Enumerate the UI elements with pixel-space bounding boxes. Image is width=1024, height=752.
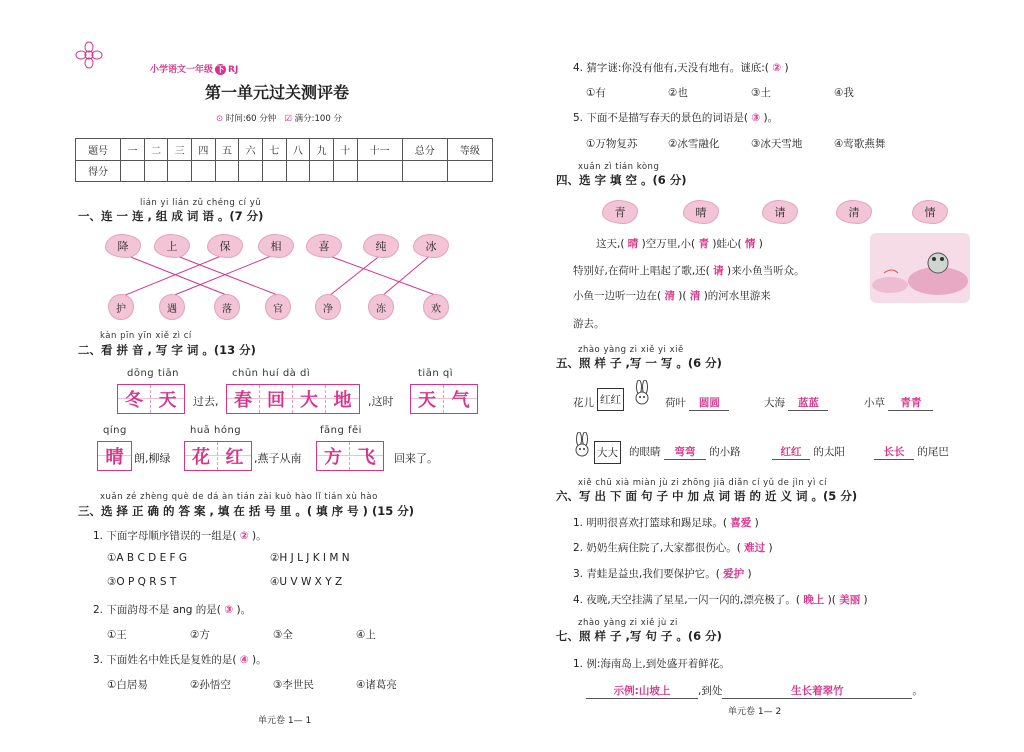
score-header-cell: 五 [215, 139, 239, 161]
s1-pinyin: lián yi lián zǔ chéng cí yǔ [140, 198, 262, 208]
s1-top-char: 相 [258, 234, 294, 258]
s4-choice-char: 晴 [683, 200, 719, 224]
s5-a-label: 花儿 [573, 397, 594, 409]
header-subject: 小学语文一年级 下 RJ [150, 65, 239, 75]
s2-char-cell: 飞 [350, 442, 383, 470]
s2-pinyin-4: qíng [103, 425, 127, 436]
s2-pinyin-3: tiān qì [418, 368, 453, 379]
score-header-cell: 二 [144, 139, 168, 161]
s4-choice-char: 青 [602, 200, 638, 224]
footer-right: 单元卷 1— 2 [728, 707, 782, 717]
s3-q3-opt2: ②孙悟空 [190, 679, 231, 691]
s3-q2-opt4: ④上 [356, 629, 376, 641]
s1-bottom-char: 冻 [368, 294, 394, 320]
s5-e: 的眼睛 弯弯 的小路 [629, 446, 741, 458]
s4-line-2: 特别好,在荷叶上唱起了歌,还( 请 )来小鱼当听众。 [573, 265, 805, 277]
s1-top-char: 冰 [413, 234, 449, 258]
s2-text-2: ,这时 [368, 395, 394, 408]
r3-q5-opt1: ①万物复苏 [586, 138, 638, 150]
s1-connect-lines [0, 0, 500, 330]
s3-pinyin: xuǎn zé zhèng què de dá àn tián zài kuò hào lǐ tián xù hào [100, 492, 378, 502]
s6-q1: 1. 明明很喜欢打篮球和踢足球。( 喜爱 ) [573, 517, 759, 529]
s1-bottom-char: 护 [108, 294, 134, 320]
s2-char-cell: 气 [444, 385, 477, 413]
s7-pinyin: zhào yàng zi xiě jù zi [578, 618, 678, 628]
s1-top-char: 保 [207, 234, 243, 258]
s2-box-6 [316, 441, 384, 471]
score-header-cell: 十一 [357, 139, 402, 161]
s1-top-char: 喜 [306, 234, 342, 258]
s1-bottom-char: 落 [214, 294, 240, 320]
s2-pinyin-5: huā hóng [190, 425, 242, 436]
s2-char-cell: 方 [317, 442, 350, 470]
s2-pinyin: kàn pīn yīn xiě zì cí [100, 331, 192, 341]
r3-q5-opt3: ③冰天雪地 [751, 138, 803, 150]
r3-q5-opt2: ②冰雪融化 [668, 138, 720, 150]
r3-q4: 4. 猜字谜:你没有他有,天没有地有。谜底:( ② ) [573, 62, 789, 74]
s3-q3-opt3: ③李世民 [273, 679, 314, 691]
r3-q5-opt4: ④莺歌燕舞 [834, 138, 886, 150]
s2-text-3: 朗,柳绿 [134, 452, 171, 465]
s5-f: 红红 的太阳 [772, 444, 845, 460]
s4-choice-char: 清 [836, 200, 872, 224]
s2-char-cell: 花 [185, 442, 218, 470]
frog-pond-illustration [870, 233, 970, 303]
s3-q2-opt2: ②方 [190, 629, 210, 641]
s4-choice-char: 情 [912, 200, 948, 224]
s2-pinyin-2: chūn huí dà dì [232, 368, 311, 379]
s3-q2-opt1: ①王 [107, 629, 127, 641]
s2-text-1: 过去, [193, 395, 219, 408]
s3-q1: 1. 下面字母顺序错误的一组是( ② )。 [93, 530, 267, 542]
s2-box-2 [226, 384, 360, 414]
s4-pinyin: xuǎn zì tián kòng [578, 162, 660, 172]
s2-box-3 [410, 384, 478, 414]
s1-top-char: 纯 [363, 234, 399, 258]
s3-q1-opt2: ②H J L J K I M N [270, 552, 350, 564]
s5-g: 长长 的尾巴 [874, 444, 949, 460]
score-header-cell: 七 [262, 139, 286, 161]
score-header-cell: 等级 [447, 139, 492, 161]
s3-q2-opt3: ③全 [273, 629, 293, 641]
s2-char-cell: 地 [326, 385, 359, 413]
s7-q1: 1. 例:海南岛上,到处盛开着鲜花。 [573, 658, 730, 670]
exam-meta: ⊙ 时间:60 分钟 ☑ 满分:100 分 [216, 114, 342, 124]
score-header-cell: 九 [310, 139, 334, 161]
s6-q3: 3. 青蛙是益虫,我们要保护它。( 爱护 ) [573, 568, 752, 580]
s2-title: 二、看 拼 音 , 写 字 词 。(13 分) [78, 343, 256, 357]
score-header-cell: 总分 [402, 139, 447, 161]
score-header-cell: 六 [239, 139, 263, 161]
s3-q3-opt1: ①白居易 [107, 679, 148, 691]
s1-bottom-char: 净 [315, 294, 341, 320]
s5-c: 大海 蓝蓝 [764, 395, 828, 411]
r3-q4-opt3: ③土 [751, 87, 771, 99]
s4-line-4: 游去。 [573, 318, 605, 330]
s1-top-char: 降 [105, 234, 141, 258]
s3-q3: 3. 下面姓名中姓氏是复姓的是( ④ )。 [93, 654, 267, 666]
s2-box-1 [117, 384, 185, 414]
s6-q4: 4. 夜晚,天空挂满了星星,一闪一闪的,漂亮极了。( 晚上 )( 美丽 ) [573, 594, 868, 606]
s6-title: 六、写 出 下 面 句 子 中 加 点 词 语 的 近 义 词 。(5 分) [556, 489, 858, 503]
s7-title: 七、照 样 子 ,写 句 子 。(6 分) [556, 629, 722, 643]
score-header-cell: 三 [168, 139, 192, 161]
score-header-cell: 题号 [76, 139, 121, 161]
s2-text-5: 回来了。 [394, 452, 438, 465]
s2-box-4 [97, 441, 132, 471]
s3-q1-opt1: ①A B C D E F G [107, 552, 188, 564]
s6-pinyin: xiě chū xià miàn jù zi zhōng jiā diǎn cí yǔ de jìn yì cí [578, 478, 828, 488]
score-header-cell: 四 [192, 139, 216, 161]
s2-pinyin-1: dōng tiān [127, 368, 179, 379]
r3-q4-opt1: ①有 [586, 87, 606, 99]
s5-d: 小草 青青 [864, 395, 933, 411]
s2-text-4: ,燕子从南 [254, 452, 302, 465]
s1-bottom-char: 欢 [423, 294, 449, 320]
s2-char-cell: 天 [411, 385, 444, 413]
rabbit-icon [632, 380, 652, 410]
s3-q1-opt4: ④U V W X Y Z [270, 576, 343, 588]
s2-char-cell: 天 [151, 385, 184, 413]
s2-box-5 [184, 441, 252, 471]
s4-line-3: 小鱼一边听一边在( 清 )( 清 )的河水里游来 [573, 290, 771, 302]
footer-left: 单元卷 1— 1 [258, 716, 312, 726]
score-label-cell: 得分 [76, 160, 121, 182]
s3-title: 三、选 择 正 确 的 答 案 , 填 在 括 号 里 。( 填 序 号 ) (15 分) [78, 504, 414, 518]
s5-title: 五、照 样 子 ,写 一 写 。(6 分) [556, 356, 722, 370]
s5-pinyin: zhào yàng zi xiě yi xiě [578, 345, 684, 355]
s2-char-cell: 春 [227, 385, 260, 413]
s1-title: 一、连 一 连 , 组 成 词 语 。(7 分) [78, 209, 264, 223]
s3-q2: 2. 下面韵母不是 ang 的是( ③ )。 [93, 604, 252, 616]
s5-e-box: 大大 [594, 441, 621, 464]
s2-char-cell: 晴 [98, 442, 131, 470]
s2-char-cell: 回 [260, 385, 293, 413]
score-header-cell: 八 [286, 139, 310, 161]
r3-q4-opt4: ④我 [834, 87, 854, 99]
s3-q3-opt4: ④诸葛亮 [356, 679, 397, 691]
page-title: 第一单元过关测评卷 [205, 83, 350, 102]
s6-q2: 2. 奶奶生病住院了,大家都很伤心。( 难过 ) [573, 542, 773, 554]
s2-char-cell: 大 [293, 385, 326, 413]
s1-top-char: 上 [154, 234, 190, 258]
s5-b: 荷叶 圆圆 [665, 395, 729, 411]
s4-line-1: 这天,( 晴 )空万里,小( 青 )蛙心( 情 ) [596, 238, 763, 250]
s1-bottom-char: 官 [265, 294, 291, 320]
s4-choice-char: 请 [762, 200, 798, 224]
r3-q5: 5. 下面不是描写春天的景色的词语是( ③ )。 [573, 112, 779, 124]
s2-char-cell: 冬 [118, 385, 151, 413]
s2-pinyin-6: fāng fēi [320, 425, 362, 436]
r3-q4-opt2: ②也 [668, 87, 688, 99]
score-header-cell: 十 [333, 139, 357, 161]
rabbit-icon-2 [572, 432, 592, 462]
score-header-cell: 一 [121, 139, 145, 161]
s5-a-box: 红红 [597, 388, 624, 411]
s7-answer: 示例:山坡上 ,到处 生长着翠竹 。 [586, 683, 923, 699]
s2-char-cell: 红 [218, 442, 251, 470]
s3-q1-opt3: ③O P Q R S T [107, 576, 177, 588]
s4-title: 四、选 字 填 空 。(6 分) [556, 173, 687, 187]
s1-bottom-char: 遇 [159, 294, 185, 320]
